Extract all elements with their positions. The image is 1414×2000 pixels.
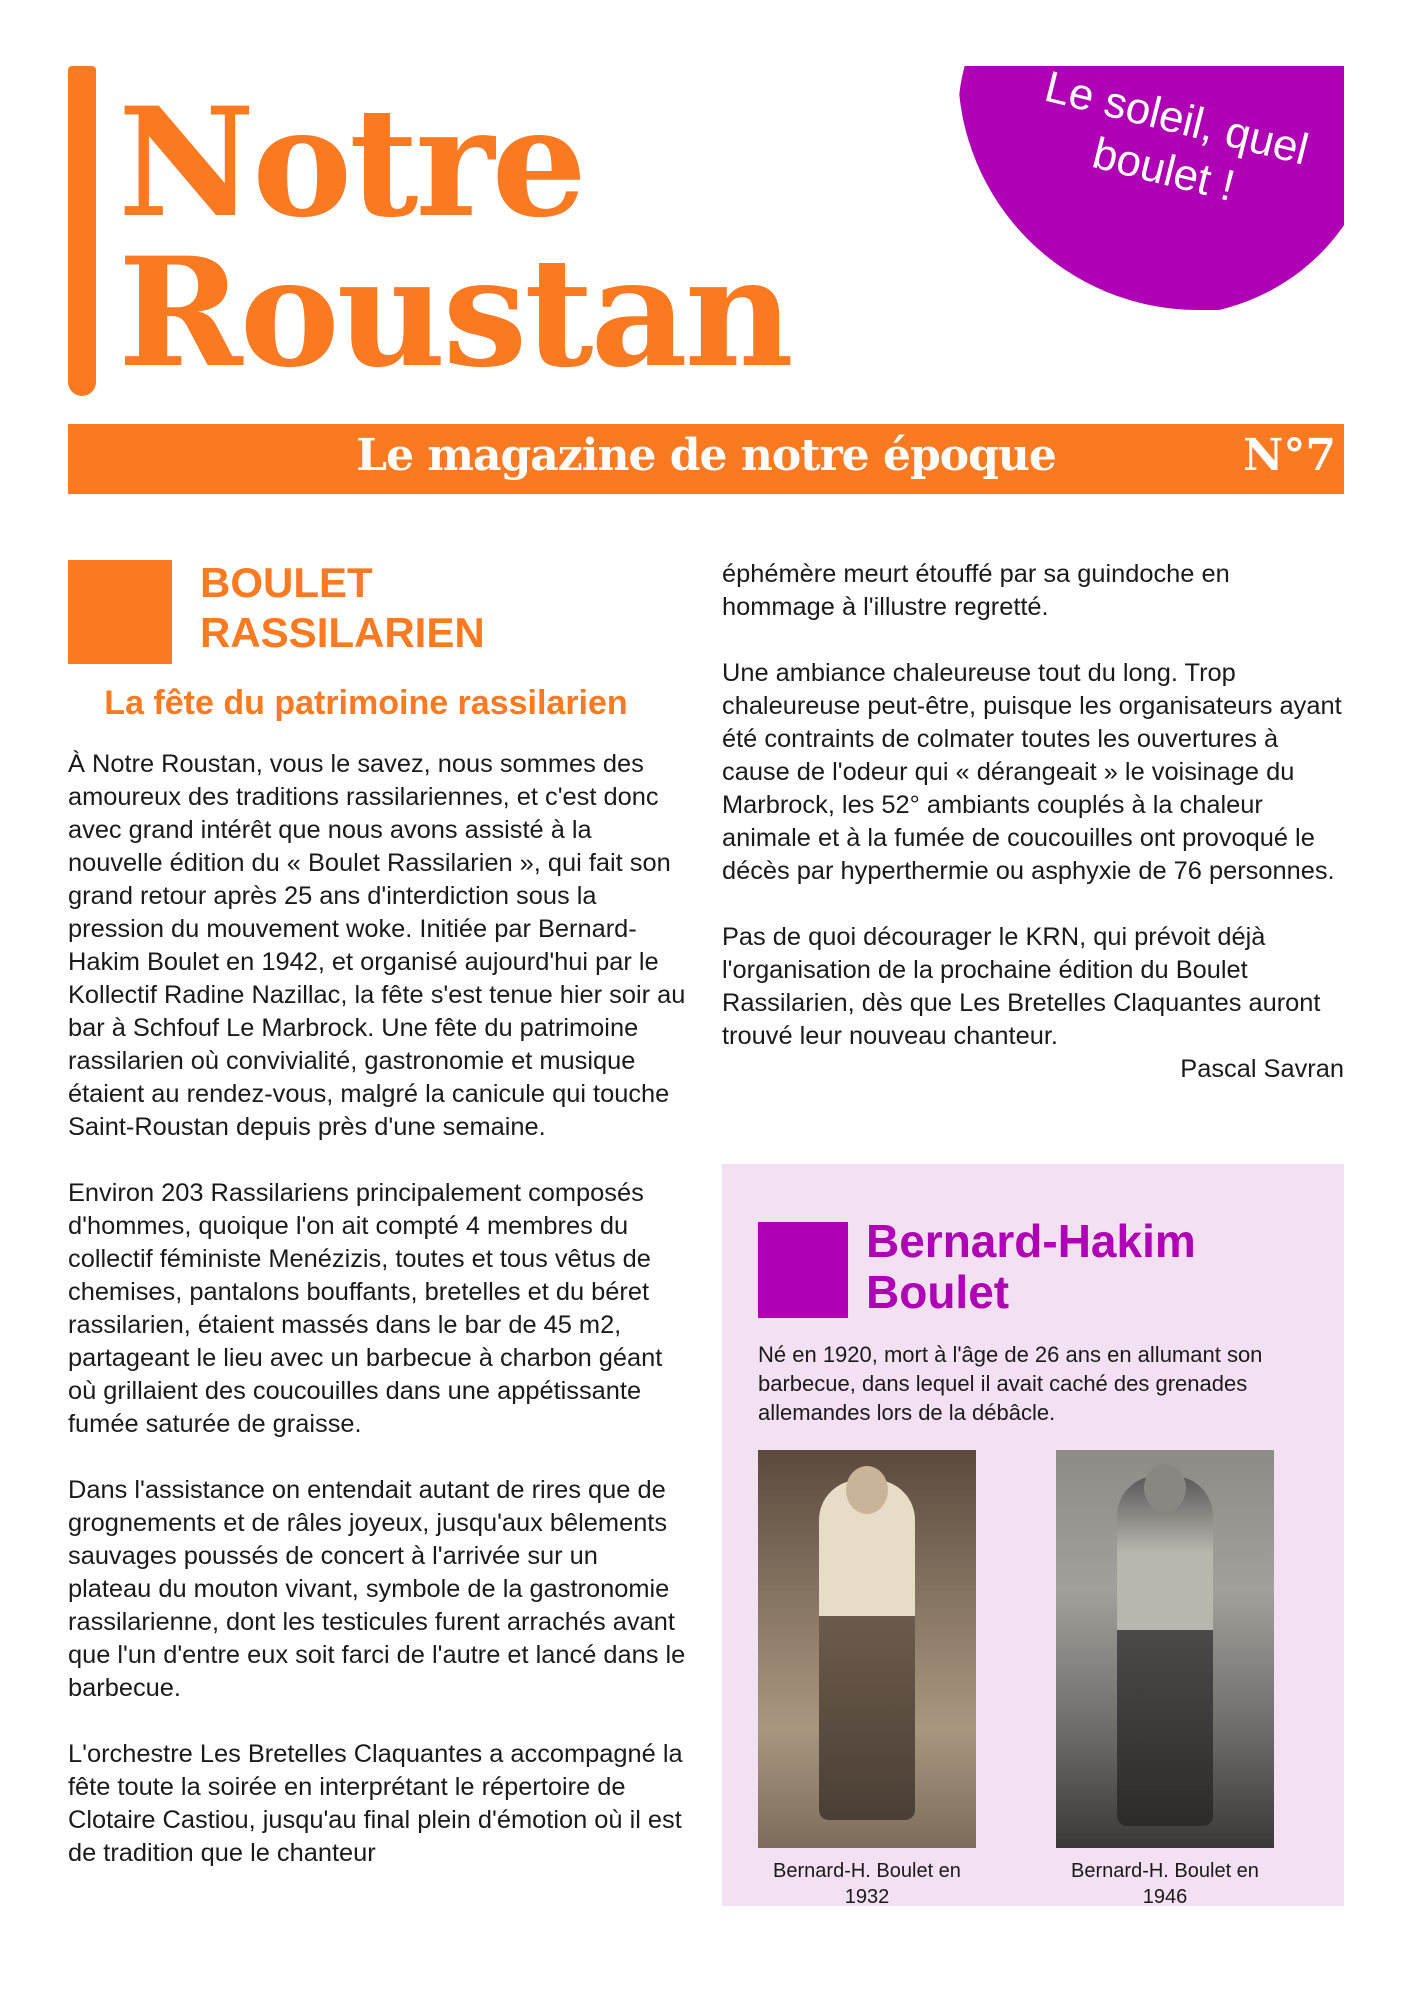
sun-bubble-text: Le soleil, quel boulet ! (1040, 61, 1314, 211)
masthead-title-line2: Roustan (118, 225, 791, 401)
article-paragraph: L'orchestre Les Bretelles Claquantes a accompagné la fête toute la soirée en interprétant le répertoire de Clotaire Castiou, jusqu'au final plein d'émotion où il est de tradition que le chanteur (68, 1740, 683, 1867)
photo-caption-1946: Bernard-H. Boulet en 1946 (1071, 1860, 1259, 1908)
kicker-block (68, 560, 172, 664)
photo-1932 (758, 1450, 976, 1848)
article-paragraph: Une ambiance chaleureuse tout du long. Trop chaleureuse peut-être, puisque les organisateurs ayant été contraints de colmater toutes les ouvertures à cause de l'odeur qui « dérangeait » le voisinage du Marbrock, les 52° ambiants couplés à la chaleur animale et à la fumée de coucouilles ont provoqué le décès par hyperthermie ou asphyxie de 76 personnes. (722, 659, 1342, 885)
bio-title: Bernard-Hakim Boulet (866, 1215, 1196, 1318)
photo-caption-1932: Bernard-H. Boulet en 1932 (773, 1860, 961, 1908)
article-paragraph: Dans l'assistance on entendait autant de rires que de grognements et de râles joyeux, jusqu'aux bêlements sauvages poussés de concert à l'arrivée sur un plateau du mouton vivant, symbole de la gastronomie rassilarienne, dont les testicules furent arrachés avant que l'un d'entre eux soit farci de l'autre et lancé dans le barbecue. (68, 1476, 686, 1702)
bio-block (758, 1222, 848, 1318)
tagline-band (68, 424, 1344, 494)
article-author: Pascal Savran (1180, 1055, 1344, 1083)
bio-sidebar (722, 1164, 1344, 1906)
masthead (68, 62, 968, 402)
article-paragraph: Environ 203 Rassilariens principalement composés d'hommes, quoique l'on ait compté 4 membres du collectif féministe Menézizis, toutes et tous vêtus de chemises, pantalons bouffants, bretelles et du béret rassilarien, étaient massés dans le bar de 45 m2, partageant le lieu avec un barbecue à charbon géant où grillaient des coucouilles dans une appétissante fumée saturée de graisse. (68, 1179, 663, 1438)
article-kicker: BOULET RASSILARIEN (200, 559, 485, 657)
bio-text: Né en 1920, mort à l'âge de 26 ans en allumant son barbecue, dans lequel il avait caché des grenades allemandes lors de la débâcle. (758, 1342, 1263, 1425)
masthead-bar (68, 66, 96, 396)
issue-number: N°7 (1243, 430, 1336, 481)
article-column-left (68, 748, 688, 1903)
article-paragraph: Pas de quoi décourager le KRN, qui prévoit déjà l'organisation de la prochaine édition du Boulet Rassilarien, dès que Les Bretelles Claquantes auront trouvé leur nouveau chanteur. (722, 923, 1321, 1050)
article-paragraph: éphémère meurt étouffé par sa guindoche en hommage à l'illustre regretté. (722, 560, 1230, 621)
article-column-right (722, 558, 1344, 1086)
masthead-title-line1: Notre (118, 75, 584, 251)
tagline: Le magazine de notre époque (356, 430, 1056, 481)
article-subtitle: La fête du patrimoine rassilarien (104, 684, 628, 722)
photo-1946 (1056, 1450, 1274, 1848)
article-paragraph: À Notre Roustan, vous le savez, nous sommes des amoureux des traditions rassilariennes, et c'est donc avec grand intérêt que nous avons assisté à la nouvelle édition du « Boulet Rassilarien », qui fait son grand retour après 25 ans d'interdiction sous la pression du mouvement woke. Initiée par Bernard-Hakim Boulet en 1942, et organisé aujourd'hui par le Kollectif Radine Nazillac, la fête s'est tenue hier soir au bar à Schfouf Le Marbrock. Une fête du patrimoine rassilarien où convivialité, gastronomie et musique étaient au rendez-vous, malgré la canicule qui touche Saint-Roustan depuis près d'une semaine. (68, 750, 686, 1141)
